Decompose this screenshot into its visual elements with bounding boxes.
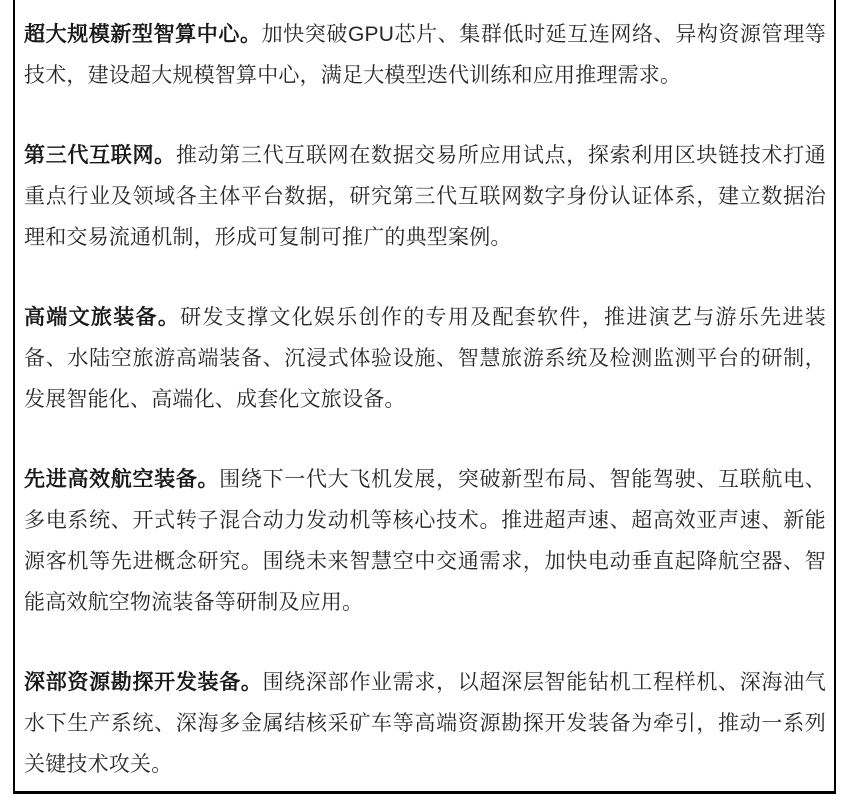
paragraph-term: 超大规模新型智算中心。 xyxy=(24,23,262,46)
paragraph-body: 推动第三代互联网在数据交易所应用试点，探索利用区块链技术打通重点行业及领域各主体平台数据，研究第三代互联网数字身份认证体系，建立数据治理和交易流通机制，形成可复制可推广的典型案例。 xyxy=(24,144,826,249)
paragraph-cultural-tourism-equipment xyxy=(24,297,826,420)
paragraph-term: 深部资源勘探开发装备。 xyxy=(24,671,263,694)
paragraph-supercomputing-center xyxy=(24,14,826,96)
paragraph-deep-resource-exploration-equipment xyxy=(24,662,826,785)
paragraph-body: 围绕下一代大飞机发展，突破新型布局、智能驾驶、互联航电、多电系统、开式转子混合动力发动机等核心技术。推进超声速、超高效亚声速、新能源客机等先进概念研究。围绕未来智慧空中交通需求，加快电动垂直起降航空器、智能高效航空物流装备等研制及应用。 xyxy=(24,468,826,614)
paragraph-term: 高端文旅装备。 xyxy=(24,306,181,329)
paragraph-body: 围绕深部作业需求，以超深层智能钻机工程样机、深海油气水下生产系统、深海多金属结核采矿车等高端资源勘探开发装备为牵引，推动一系列关键技术攻关。 xyxy=(24,671,826,776)
paragraph-body: 研发支撑文化娱乐创作的专用及配套软件，推进演艺与游乐先进装备、水陆空旅游高端装备、沉浸式体验设施、智慧旅游系统及检测监测平台的研制，发展智能化、高端化、成套化文旅设备。 xyxy=(24,306,826,411)
document-table-cell xyxy=(13,0,836,794)
paragraph-body: 加快突破GPU芯片、集群低时延互连网络、异构资源管理等技术，建设超大规模智算中心，满足大模型迭代训练和应用推理需求。 xyxy=(24,23,827,87)
paragraph-term: 先进高效航空装备。 xyxy=(24,468,220,491)
paragraph-term: 第三代互联网。 xyxy=(24,144,176,167)
paragraph-aviation-equipment xyxy=(24,459,826,623)
paragraph-web3-internet xyxy=(24,135,826,258)
